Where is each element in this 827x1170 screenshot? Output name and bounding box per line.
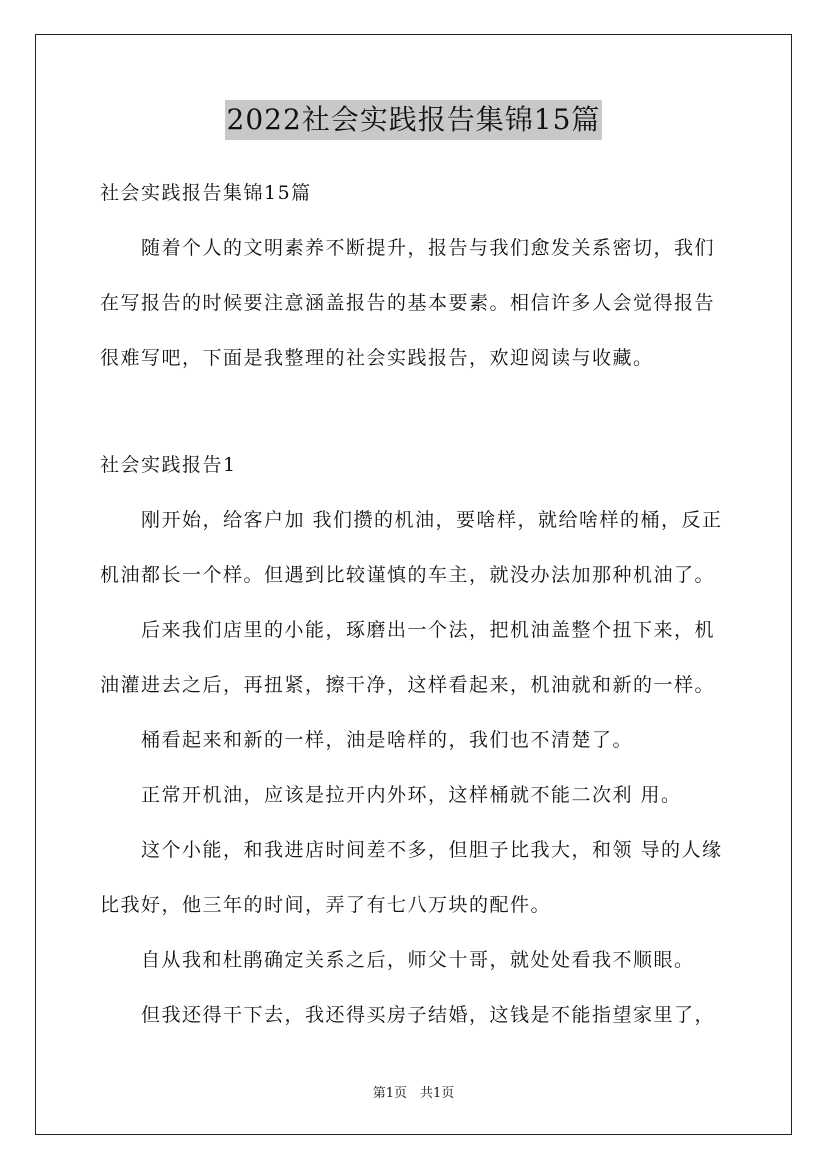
text-line: 机油都长一个样。但遇到比较谨慎的车主，就没办法加那种机油了。 [100,564,716,586]
title-container [0,100,827,140]
text-line: 桶看起来和新的一样，油是啥样的，我们也不清楚了。 [100,729,634,751]
text-line: 但我还得干下去，我还得买房子结婚，这钱是不能指望家里了， [100,1004,716,1026]
page-footer: 第1页 共1页 [372,1086,455,1101]
text-line: 油灌进去之后，再扭紧，擦干净，这样看起来，机油就和新的一样。 [100,674,716,696]
text-line: 这个小能，和我进店时间差不多，但胆子比我大，和领 导的人缘 [100,839,723,861]
document-body [100,166,728,1043]
text-line: 比我好，他三年的时间，弄了有七八万块的配件。 [100,894,552,916]
text-line: 在写报告的时候要注意涵盖报告的基本要素。相信许多人会觉得报告 [100,292,716,314]
text-line: 正常开机油，应该是拉开内外环，这样桶就不能二次利 用。 [100,784,682,806]
text-line: 自从我和杜鹃确定关系之后，师父十哥，就处处看我不顺眼。 [100,949,695,971]
subtitle-line: 社会实践报告集锦15篇 [100,182,312,204]
document-title: 2022社会实践报告集锦15篇 [225,100,603,140]
text-line: 随着个人的文明素养不断提升，报告与我们愈发关系密切，我们 [100,237,716,259]
text-line: 刚开始，给客户加 我们攒的机油，要啥样，就给啥样的桶，反正 [100,509,723,531]
section-heading: 社会实践报告1 [100,454,237,476]
text-line: 后来我们店里的小能，琢磨出一个法，把机油盖整个扭下来，机 [100,619,716,641]
text-line: 很难写吧，下面是我整理的社会实践报告，欢迎阅读与收藏。 [100,347,654,369]
